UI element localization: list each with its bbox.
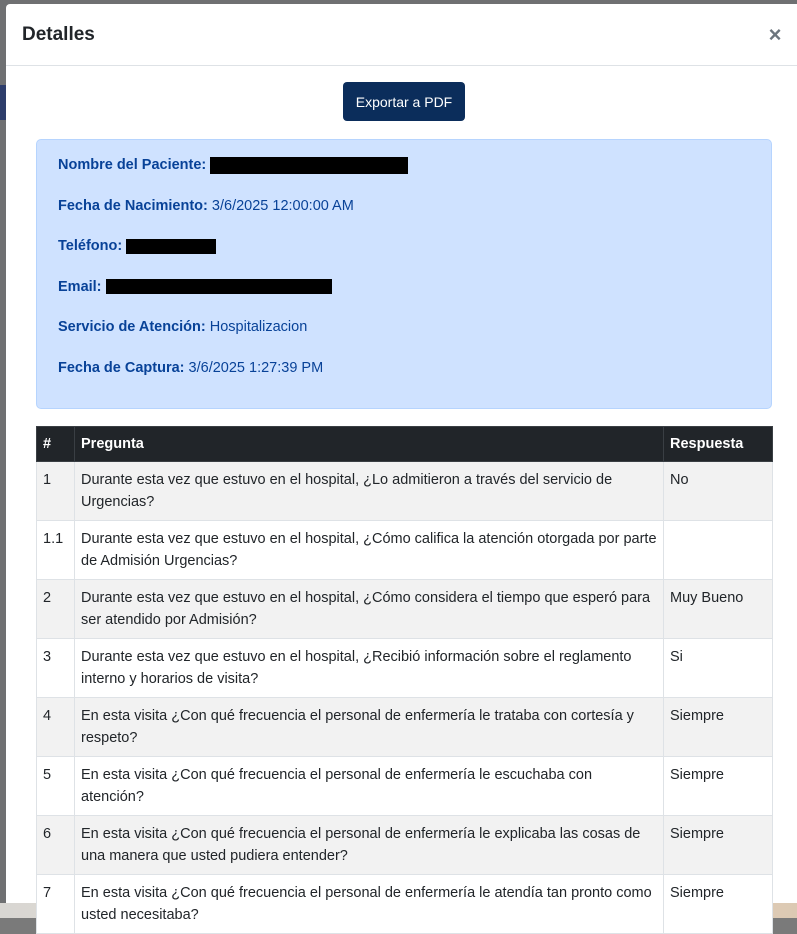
row-answer: Muy Bueno — [664, 580, 773, 639]
export-row — [36, 82, 772, 122]
table-row — [37, 521, 773, 580]
row-number: 6 — [37, 816, 75, 875]
row-number: 2 — [37, 580, 75, 639]
row-answer: Siempre — [664, 757, 773, 816]
table-row — [37, 816, 773, 875]
redacted-phone — [126, 239, 216, 254]
row-question: En esta visita ¿Con qué frecuencia el personal de enfermería le atendía tan pronto como usted necesitaba? — [75, 875, 664, 934]
row-answer: Siempre — [664, 816, 773, 875]
row-question: En esta visita ¿Con qué frecuencia el personal de enfermería le trataba con cortesía y respeto? — [75, 698, 664, 757]
row-number: 7 — [37, 875, 75, 934]
row-answer — [664, 521, 773, 580]
row-answer: Siempre — [664, 875, 773, 934]
patient-name-line — [58, 156, 751, 197]
email-line — [58, 278, 751, 319]
details-modal — [6, 4, 797, 923]
table-row — [37, 757, 773, 816]
close-icon[interactable]: × — [768, 21, 782, 47]
table-header-row — [37, 427, 773, 462]
birth-date-value: 3/6/2025 12:00:00 AM — [211, 197, 354, 214]
table-row — [37, 639, 773, 698]
survey-table — [36, 426, 773, 934]
service-value: Hospitalizacion — [209, 319, 308, 336]
row-answer: Si — [664, 639, 773, 698]
row-answer: No — [664, 462, 773, 521]
export-pdf-button[interactable]: Exportar a PDF — [343, 82, 465, 121]
table-row — [37, 698, 773, 757]
phone-label: Teléfono: — [58, 238, 123, 255]
capture-date-value: 3/6/2025 1:27:39 PM — [188, 359, 324, 376]
birth-date-label: Fecha de Nacimiento: — [58, 197, 208, 214]
row-number: 5 — [37, 757, 75, 816]
table-row — [37, 875, 773, 934]
phone-line — [58, 237, 751, 278]
row-question: Durante esta vez que estuvo en el hospital, ¿Lo admitieron a través del servicio de Urgencias? — [75, 462, 664, 521]
row-number: 4 — [37, 698, 75, 757]
redacted-name — [210, 157, 408, 174]
table-row — [37, 580, 773, 639]
email-label: Email: — [58, 278, 102, 295]
row-question: En esta visita ¿Con qué frecuencia el personal de enfermería le escuchaba con atención? — [75, 757, 664, 816]
service-label: Servicio de Atención: — [58, 319, 206, 336]
redacted-email — [106, 279, 332, 294]
patient-info-box — [36, 139, 772, 409]
service-line — [58, 318, 751, 359]
column-header-answer: Respuesta — [664, 427, 773, 462]
modal-body — [6, 66, 797, 934]
row-number: 1.1 — [37, 521, 75, 580]
row-question: Durante esta vez que estuvo en el hospital, ¿Recibió información sobre el reglamento interno y horarios de visita? — [75, 639, 664, 698]
patient-name-label: Nombre del Paciente: — [58, 157, 207, 173]
modal-header — [6, 4, 797, 66]
row-number: 1 — [37, 462, 75, 521]
capture-date-label: Fecha de Captura: — [58, 359, 185, 376]
column-header-number: # — [37, 427, 75, 462]
row-number: 3 — [37, 639, 75, 698]
column-header-question: Pregunta — [75, 427, 664, 462]
row-question: En esta visita ¿Con qué frecuencia el personal de enfermería le explicaba las cosas de una manera que usted pudiera entender? — [75, 816, 664, 875]
table-row — [37, 462, 773, 521]
modal-title: Detalles — [22, 23, 95, 45]
row-answer: Siempre — [664, 698, 773, 757]
row-question: Durante esta vez que estuvo en el hospital, ¿Cómo califica la atención otorgada por parte de Admisión Urgencias? — [75, 521, 664, 580]
capture-date-line — [58, 359, 751, 400]
row-question: Durante esta vez que estuvo en el hospital, ¿Cómo considera el tiempo que esperó para ser atendido por Admisión? — [75, 580, 664, 639]
birth-date-line — [58, 197, 751, 238]
